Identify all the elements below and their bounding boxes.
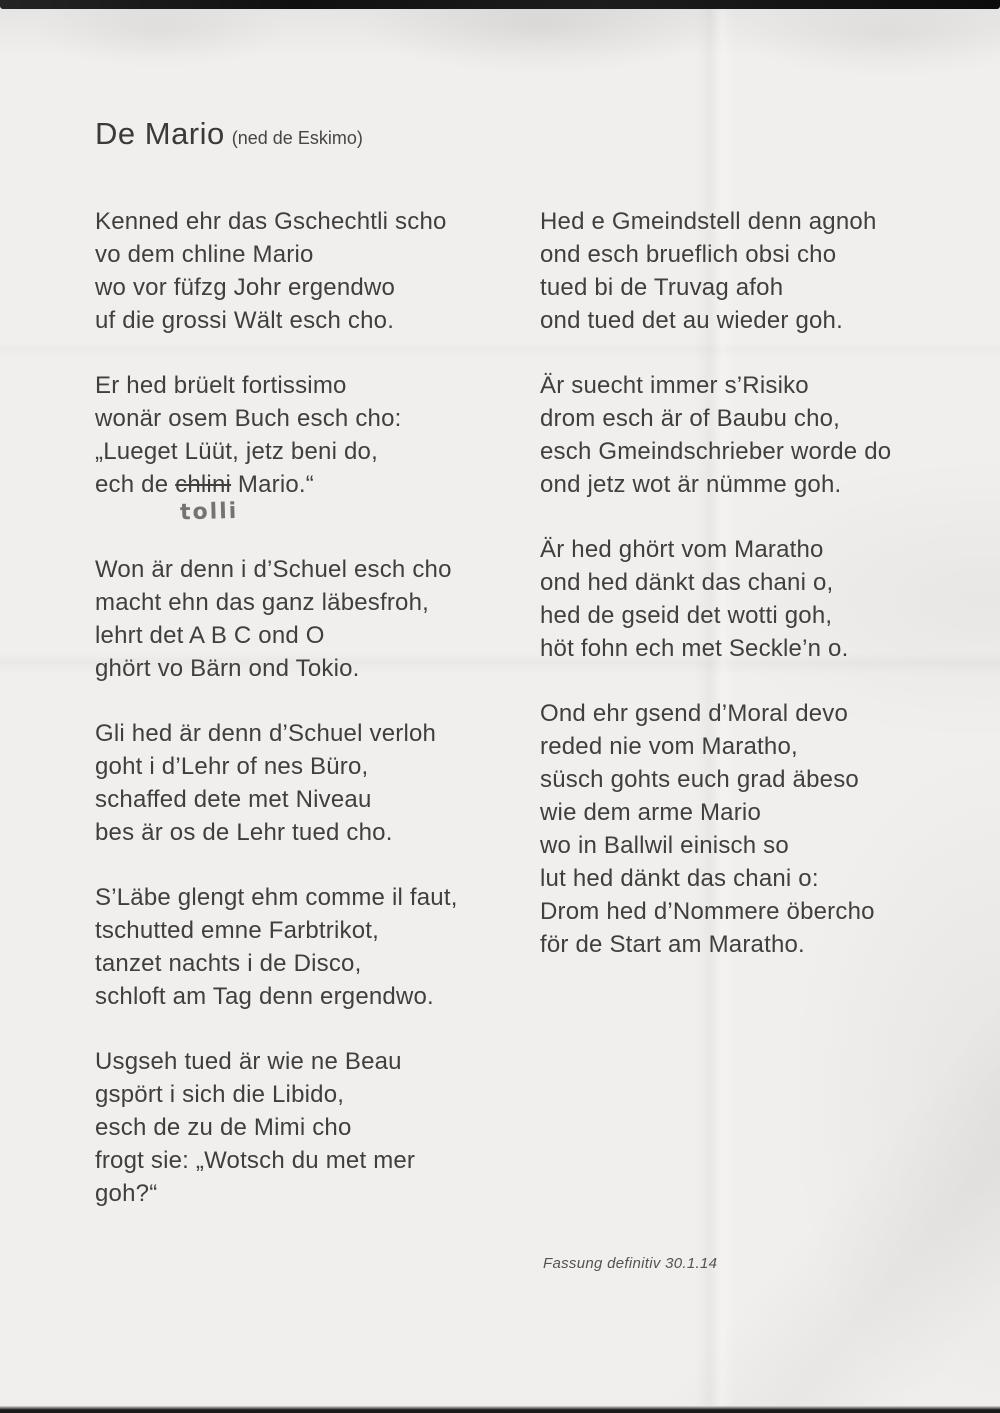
poem-line: ond esch brueflich obsi cho [540,241,837,268]
poem-stanza [540,533,980,665]
poem-line: lehrt det A B C ond O [95,622,325,649]
poem-stanza [540,697,980,961]
poem-line: wo vor füfzg Johr ergendwo [95,274,396,301]
poem-line: goh?“ [95,1180,158,1207]
poem-line: ghört vo Bärn ond Tokio. [95,655,360,682]
poem-line: Er hed brüelt fortissimo [95,372,347,399]
poem-line: esch Gmeindschrieber worde do [540,438,892,465]
scan-edge-top [0,0,1000,9]
poem-line: Är suecht immer s’Risiko [540,372,809,399]
poem-stanza [95,205,515,337]
poem-line: Gli hed är denn d’Schuel verloh [95,720,437,747]
poem-line: ond hed dänkt das chani o, [540,569,834,596]
poem-line: ond jetz wot är nümme goh. [540,471,842,498]
poem-line: hed de gseid det wotti goh, [540,602,833,629]
poem-line: vo dem chline Mario [95,241,314,268]
poem-stanza [95,369,515,526]
poem-line: wie dem arme Mario [540,799,761,826]
poem-line: schloft am Tag denn ergendwo. [95,983,434,1010]
poem-line: drom esch är of Baubu cho, [540,405,841,432]
poem-line: höt fohn ech met Seckle’n o. [540,635,849,662]
poem-line: uf die grossi Wält esch cho. [95,307,395,334]
line-prefix: ech de [95,471,176,498]
poem-line: för de Start am Maratho. [540,931,805,958]
poem-stanza [95,1045,515,1210]
poem-line: Är hed ghört vom Maratho [540,536,824,563]
poem-line: reded nie vom Maratho, [540,733,798,760]
poem-line: wonär osem Buch esch cho: [95,405,402,432]
poem-line: wo in Ballwil einisch so [540,832,789,859]
poem-stanza [540,369,980,501]
poem-line: schaffed dete met Niveau [95,786,372,813]
poem-line: Kenned ehr das Gschechtli scho [95,208,447,235]
page-title-row [95,116,363,152]
poem-line: Ond ehr gsend d’Moral devo [540,700,849,727]
poem-line: tschutted emne Farbtrikot, [95,917,379,944]
poem-line: Usgseh tued är wie ne Beau [95,1048,402,1075]
poem-line: macht ehn das ganz läbesfroh, [95,589,430,616]
poem-stanza [95,717,515,849]
poem-stanza [540,205,980,337]
poem-line: Hed e Gmeindstell denn agnoh [540,208,877,235]
poem-line: süsch gohts euch grad äbeso [540,766,859,793]
struck-word: chlini [175,471,232,498]
version-note: Fassung definitiv 30.1.14 [543,1255,718,1272]
page-subtitle: (ned de Eskimo) [231,128,363,148]
poem-line: bes är os de Lehr tued cho. [95,819,393,846]
page-title: De Mario [95,116,225,151]
handwritten-annotation: tolli [179,498,239,526]
poem-stanza [95,881,515,1013]
poem-line: frogt sie: „Wotsch du met mer [95,1147,416,1174]
poem-line: gspört i sich die Libido, [95,1081,345,1108]
poem-column-right [540,205,980,993]
line-suffix: Mario.“ [231,471,314,498]
poem-line: esch de zu de Mimi cho [95,1114,352,1141]
poem-line: tanzet nachts i de Disco, [95,950,362,977]
poem-line: ond tued det au wieder goh. [540,307,843,334]
poem-column-left [95,205,515,1242]
poem-stanza [95,553,515,685]
scan-edge-bottom [0,1406,1000,1413]
poem-line: lut hed dänkt das chani o: [540,865,819,892]
poem-line: goht i d’Lehr of nes Büro, [95,753,369,780]
poem-line: „Lueget Lüüt, jetz beni do, [95,438,378,465]
poem-line: S’Läbe glengt ehm comme il faut, [95,884,458,911]
poem-line: Drom hed d’Nommere öbercho [540,898,875,925]
poem-line: tued bi de Truvag afoh [540,274,784,301]
poem-line: Won är denn i d’Schuel esch cho [95,556,452,583]
